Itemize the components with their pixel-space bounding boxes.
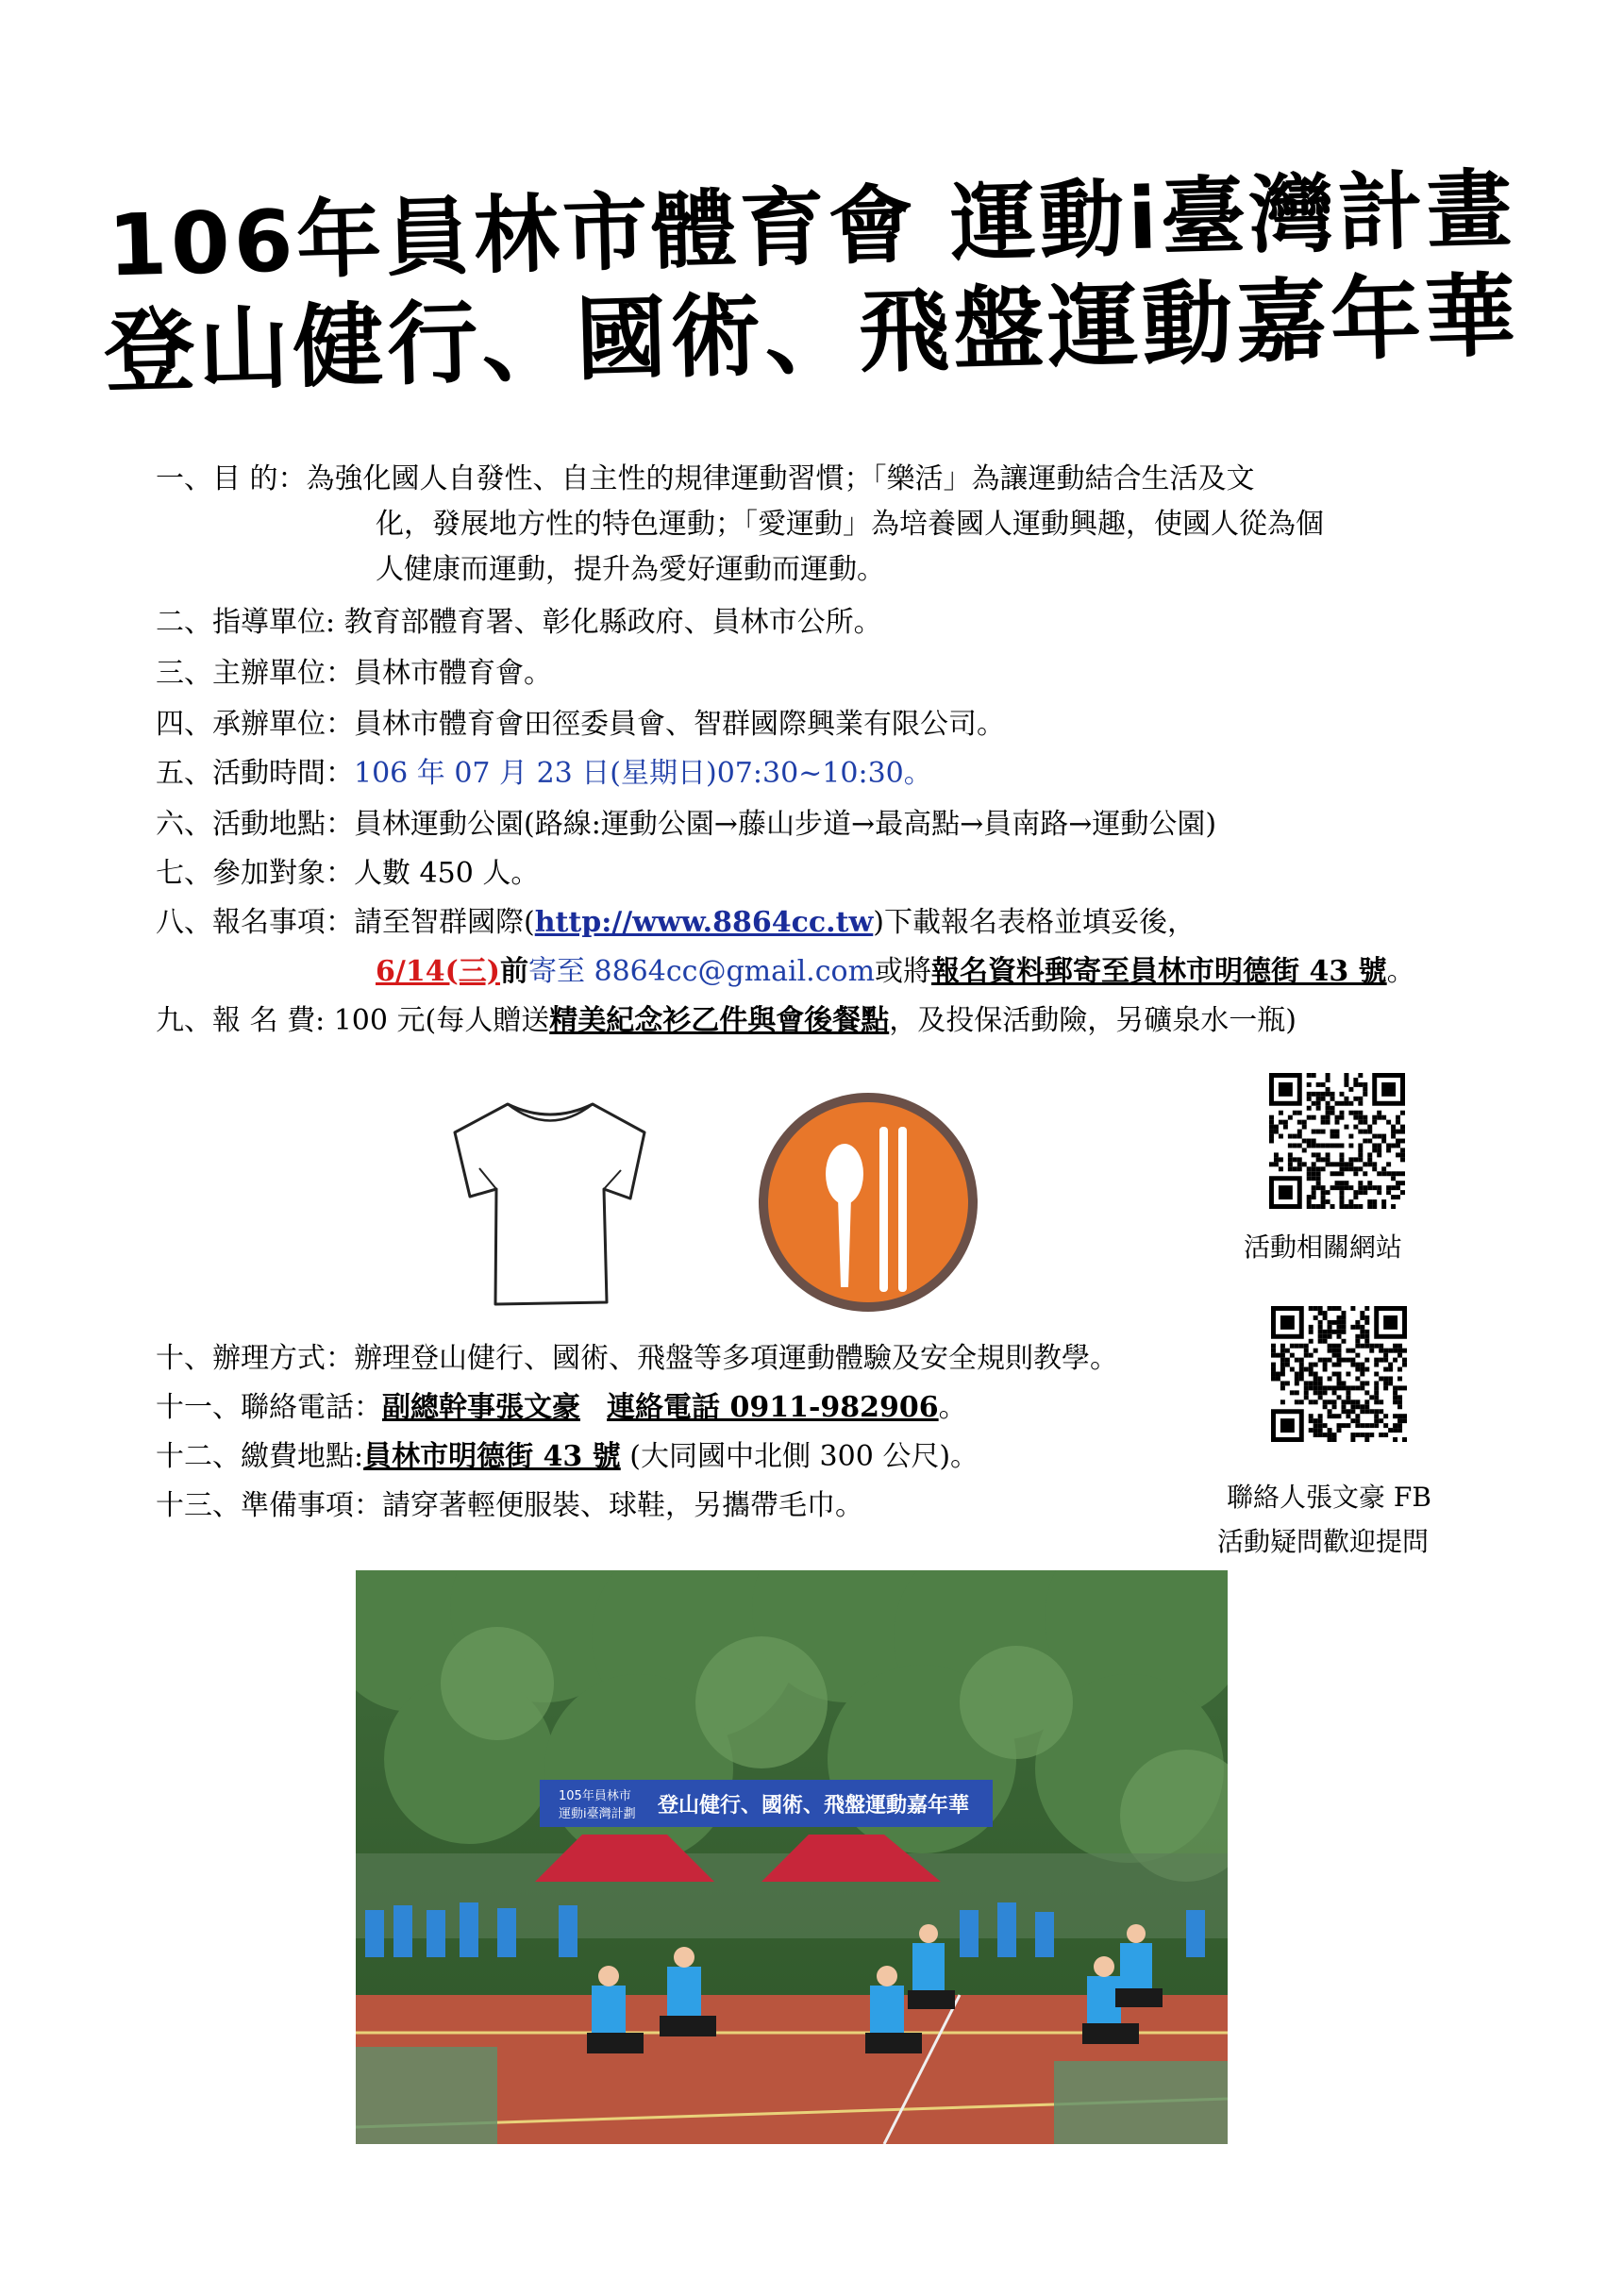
item-purpose — [156, 461, 1255, 498]
item-phone-label: 十一、聯絡電話： — [156, 1391, 382, 1424]
item-prep-label: 十三、準備事項： — [156, 1489, 382, 1522]
item-fee — [156, 1002, 1297, 1040]
item-phone — [156, 1389, 967, 1427]
contact-person: 副總幹事張文豪 — [382, 1391, 580, 1424]
item-organizer-label: 四、承辦單位： — [156, 708, 354, 741]
signup-or: 或將 — [875, 955, 932, 988]
item-method-label: 十、辦理方式： — [156, 1342, 354, 1375]
item-fee-post: ，及投保活動險，另礦泉水一瓶) — [889, 1004, 1297, 1037]
item-pay — [156, 1438, 979, 1476]
signup-before: 前 — [499, 955, 528, 988]
item-method — [156, 1340, 1118, 1378]
signup-end: 。 — [1386, 955, 1415, 988]
qr-fb-caption-1: 聯絡人張文豪 FB — [1227, 1482, 1431, 1513]
item-fee-gift: 精美紀念衫乙件與會後餐點 — [549, 1004, 890, 1037]
pay-note: (大同國中北側 300 公尺)。 — [620, 1440, 979, 1473]
item-purpose-text-1: 為強化國人自發性、自主性的規律運動習慣；「樂活」為讓運動結合生活及文 — [306, 462, 1255, 495]
pay-address: 員林市明德街 43 號 — [363, 1440, 621, 1473]
qr-website-caption: 活動相關網站 — [1244, 1232, 1403, 1263]
signup-url-link[interactable]: http://www.8864cc.tw — [534, 906, 874, 939]
item-place — [156, 806, 1216, 844]
item-fee-pre: 100 元(每人贈送 — [325, 1004, 550, 1037]
item-target-label: 七、參加對象： — [156, 857, 354, 890]
item-signup-post: )下載報名表格並填妥後， — [873, 906, 1196, 939]
banner-text-main: 登山健行、國術、飛盤運動嘉年華 — [658, 1794, 970, 1818]
event-photo — [356, 1570, 1228, 2144]
item-method-text: 辦理登山健行、國術、飛盤等多項運動體驗及安全規則教學。 — [354, 1342, 1118, 1375]
signup-deadline: 6/14(三) — [376, 955, 500, 988]
item-target-text: 人數 450 人。 — [354, 857, 540, 890]
item-target — [156, 855, 539, 893]
event-photo-illustration — [356, 1570, 1228, 2144]
item-organizer — [156, 706, 1005, 744]
qr-code-facebook[interactable] — [1271, 1306, 1407, 1442]
signup-email-link[interactable]: 寄至 8864cc@gmail.com — [527, 955, 876, 988]
item-prep — [156, 1487, 863, 1525]
item-place-label: 六、活動地點： — [156, 808, 354, 841]
item-signup — [156, 904, 1196, 942]
item-place-text: 員林運動公園(路線:運動公園→藤山步道→最高點→員南路→運動公園) — [354, 808, 1217, 841]
item-purpose-text-3: 人健康而運動，提升為愛好運動而運動。 — [376, 553, 885, 586]
banner-text-left-2: 運動i臺灣計劃 — [559, 1807, 636, 1821]
item-host-label: 三、主辦單位： — [156, 657, 354, 690]
item-signup-label: 八、報名事項： — [156, 906, 354, 939]
item-time — [156, 755, 932, 793]
item-time-text: 106 年 07 月 23 日(星期日)07:30~10:30。 — [354, 757, 932, 790]
item-guide-label: 二、指導單位: — [156, 606, 336, 639]
item-phone-end: 。 — [938, 1391, 967, 1424]
item-signup-line-2 — [376, 953, 1415, 991]
item-pay-label: 十二、繳費地點: — [156, 1440, 364, 1473]
title-line-2: 登山健行、國術、飛盤運動嘉年華 — [102, 262, 1521, 406]
item-time-label: 五、活動時間： — [156, 757, 354, 790]
banner-text-left-1: 105年員林市 — [559, 1789, 631, 1803]
qr-code-website[interactable] — [1269, 1073, 1405, 1209]
meal-icon — [755, 1089, 981, 1316]
item-guide-text: 教育部體育署、彰化縣政府、員林市公所。 — [335, 606, 882, 639]
qr-fb-caption-2: 活動疑問歡迎提問 — [1217, 1526, 1430, 1557]
item-signup-pre: 請至智群國際( — [354, 906, 535, 939]
item-organizer-text: 員林市體育會田徑委員會、智群國際興業有限公司。 — [354, 708, 1005, 741]
item-guide — [156, 604, 882, 642]
item-fee-label: 九、報 名 費: — [156, 1004, 326, 1037]
contact-phone[interactable]: 連絡電話 0911-982906 — [607, 1391, 939, 1424]
item-host-text: 員林市體育會。 — [354, 657, 552, 690]
tshirt-icon — [442, 1095, 659, 1312]
item-prep-text: 請穿著輕便服裝、球鞋，另攜帶毛巾。 — [382, 1489, 863, 1522]
item-purpose-label: 一、目 的： — [156, 462, 307, 495]
item-host — [156, 655, 552, 693]
title-line-1: 106年員林市體育會 運動i臺灣計畫 — [107, 159, 1517, 296]
signup-mail-address: 報名資料郵寄至員林市明德街 43 號 — [931, 955, 1387, 988]
item-purpose-text-2: 化，發展地方性的特色運動；「愛運動」為培養國人運動興趣，使國人從為個 — [376, 508, 1324, 541]
